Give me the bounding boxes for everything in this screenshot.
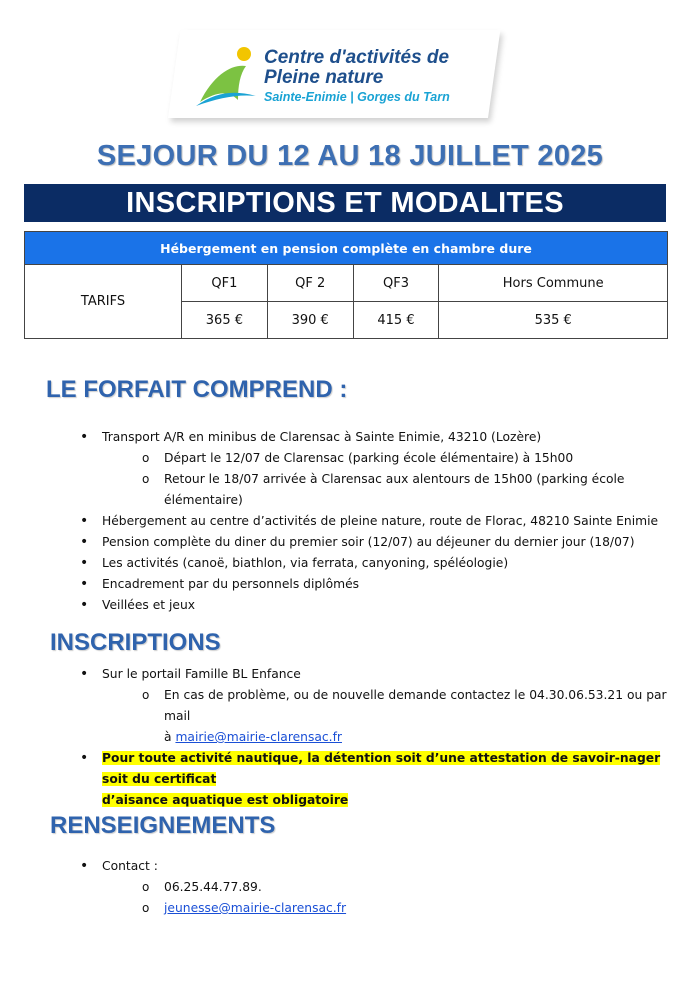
logo-line1: Centre d'activités de: [264, 47, 450, 68]
list-item: [80, 427, 680, 511]
logo-line3: Sainte-Enimie | Gorges du Tarn: [264, 90, 450, 104]
list-item-text: Transport A/R en minibus de Clarensac à Sainte Enimie, 43210 (Lozère): [102, 430, 542, 444]
sub-list-item: [142, 685, 680, 748]
tarifs-table: [24, 231, 668, 339]
highlight-text: Pour toute activité nautique, la détention soit d’une attestation de savoir-nager soit du certificat: [102, 751, 661, 786]
price-cell: 415 €: [353, 302, 439, 339]
mairie-email-link[interactable]: mairie@mairie-clarensac.fr: [175, 730, 342, 744]
price-cell: 390 €: [267, 302, 353, 339]
tarifs-label: TARIFS: [25, 265, 182, 339]
list-item: [80, 856, 680, 919]
logo-text: [264, 48, 450, 104]
renseignements-list: [80, 856, 680, 919]
sub-list-item: [142, 898, 680, 919]
list-item: • Hébergement au centre d’activités de pleine nature, route de Florac, 48210 Sainte Enimie: [80, 511, 680, 532]
jeunesse-email-link[interactable]: jeunesse@mairie-clarensac.fr: [164, 901, 347, 915]
table-row: [25, 265, 668, 302]
list-item-highlight: [80, 748, 680, 811]
table-header: Hébergement en pension complète en chambre dure: [25, 232, 668, 265]
page-title: SEJOUR DU 12 AU 18 JUILLET 2025: [96, 140, 604, 172]
sub-list-item: o Retour le 18/07 arrivée à Clarensac aux alentours de 15h00 (parking école élémentaire): [142, 469, 680, 511]
sub-list: [102, 685, 680, 748]
sub-list: [102, 448, 680, 511]
forfait-list: [80, 427, 680, 616]
list-item-text: Contact :: [102, 859, 158, 873]
column-header: QF3: [353, 265, 439, 302]
price-cell: 535 €: [439, 302, 668, 339]
price-cell: 365 €: [182, 302, 268, 339]
sub-list-text: En cas de problème, ou de nouvelle demande contactez le 04.30.06.53.21 ou par mail: [164, 688, 667, 723]
list-item-text: Sur le portail Famille BL Enfance: [102, 667, 301, 681]
column-header: Hors Commune: [439, 265, 668, 302]
inscriptions-title: INSCRIPTIONS: [50, 629, 221, 656]
forfait-title: LE FORFAIT COMPREND :: [46, 376, 348, 403]
list-item: • Les activités (canoë, biathlon, via ferrata, canyoning, spéléologie): [80, 553, 680, 574]
sub-list: [102, 877, 680, 919]
contact-phone: o 06.25.44.77.89.: [142, 877, 680, 898]
list-item: [80, 664, 680, 748]
list-item: • Veillées et jeux: [80, 595, 680, 616]
column-header: QF1: [182, 265, 268, 302]
logo-swoosh-icon: [194, 44, 264, 108]
logo-line2: Pleine nature: [264, 67, 384, 88]
column-header: QF 2: [267, 265, 353, 302]
inscriptions-list: [80, 664, 680, 811]
banner-title: INSCRIPTIONS ET MODALITES: [24, 184, 666, 222]
logo: [168, 30, 508, 126]
sub-list-item: o Départ le 12/07 de Clarensac (parking école élémentaire) à 15h00: [142, 448, 680, 469]
list-item: • Encadrement par du personnels diplômés: [80, 574, 680, 595]
highlight-text: d’aisance aquatique est obligatoire: [102, 793, 349, 807]
renseignements-title: RENSEIGNEMENTS: [50, 812, 276, 839]
list-item: • Pension complète du diner du premier soir (12/07) au déjeuner du dernier jour (18/07): [80, 532, 680, 553]
sub-list-text: à: [164, 730, 176, 744]
table-header-row: [25, 232, 668, 265]
